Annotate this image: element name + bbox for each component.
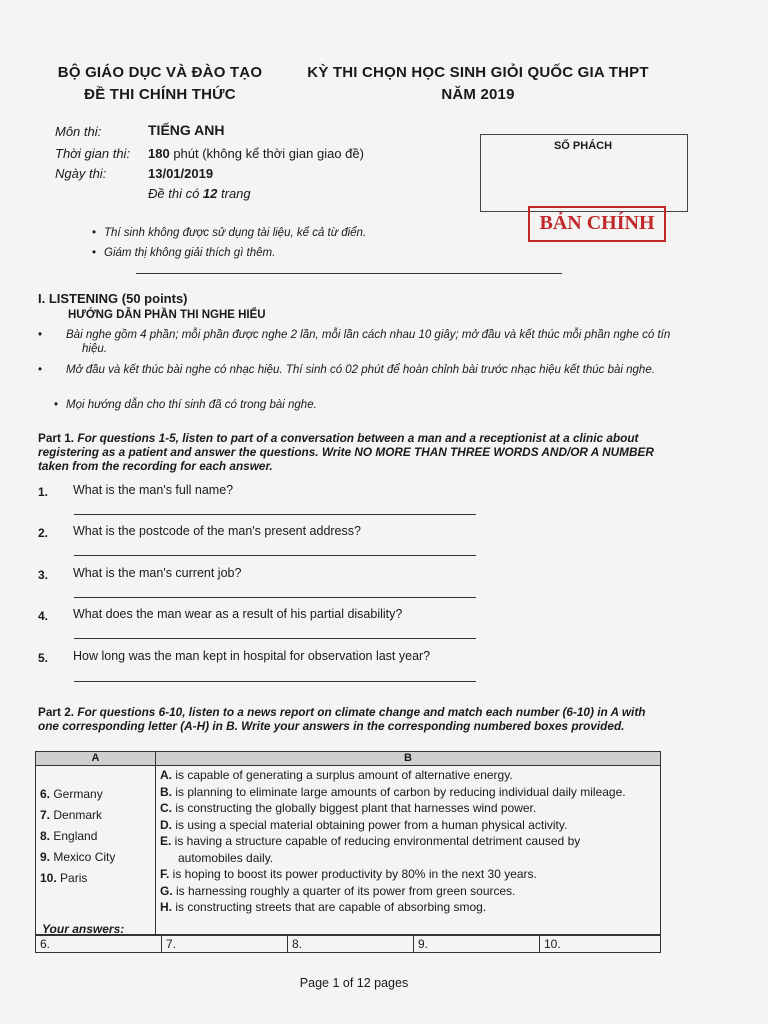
part2-label: Part 2. (38, 705, 75, 719)
question-number: 3. (38, 568, 49, 582)
page-footer: Page 1 of 12 pages (299, 976, 409, 990)
item-letter: G. (160, 883, 173, 898)
item-text: is using a special material obtaining power from a human physical activity. (172, 817, 568, 832)
item-text: is harnessing roughly a quarter of its power from green sources. (172, 883, 516, 898)
question-text: What is the man's full name? (73, 483, 234, 497)
column-a-item (40, 847, 151, 868)
column-b-item (160, 817, 656, 834)
item-letter: H. (160, 900, 172, 914)
question-text: What is the postcode of the man's present address? (73, 524, 361, 538)
column-a-item (40, 784, 151, 805)
column-b-item (160, 784, 656, 801)
rule-item: • Thí sinh không được sử dụng tài liệu, kể cả từ điển. (104, 226, 484, 240)
listening-note-text: Mọi hướng dẫn cho thí sinh đã có trong bài nghe. (66, 399, 317, 411)
page-count-post: trang (217, 186, 251, 201)
time-label: Thời gian thi: (55, 146, 131, 161)
listening-note-text: Bài nghe gồm 4 phần; mỗi phần được nghe 2 lần, mỗi lần cách nhau 10 giây; mở đầu và kết thúc mỗi phần nghe có tín hiệu. (66, 329, 671, 355)
rule-item: • Giám thị không giải thích gì thêm. (104, 246, 484, 260)
column-b-item (160, 833, 656, 850)
divider (136, 273, 562, 274)
answer-line-1[interactable] (74, 514, 476, 515)
exam-year: NĂM 2019 (441, 86, 515, 103)
listening-note (66, 398, 672, 412)
part1-label: Part 1. (38, 431, 75, 445)
part1-text: For questions 1-5, listen to part of a conversation between a man and a receptionist at a clinic about registering as a patient and answer the questions. Write NO MORE THAN THREE WORDS AND/OR A NUMBER taken from the recording for each answer. (38, 431, 654, 473)
item-number: 9. (40, 850, 51, 864)
part1-instruction (38, 431, 666, 473)
item-text: is constructing streets that are capable of absorbing smog. (172, 900, 487, 914)
question-text: What does the man wear as a result of his partial disability? (73, 607, 403, 621)
time-value (148, 146, 364, 161)
page-count-pre: Đề thi có (148, 186, 203, 201)
candidate-code-label: SỐ PHÁCH (553, 140, 613, 152)
item-letter: E. (160, 834, 172, 848)
item-number: 8. (40, 829, 51, 843)
part2-text: For questions 6-10, listen to a news report on climate change and match each number (6-10) in A with one corresponding letter (A-H) in B. Write your answers in the corresponding numbered boxes provided. (38, 705, 646, 733)
column-b-header: B (156, 752, 661, 766)
item-letter: D. (160, 817, 172, 832)
column-a-item (40, 868, 151, 889)
answer-line-2[interactable] (74, 555, 476, 556)
subject-label: Môn thi: (55, 124, 102, 139)
item-text: is planning to eliminate large amounts of carbon by reducing individual daily mileage. (172, 784, 626, 799)
item-letter: A. (160, 768, 172, 782)
page-count (148, 186, 251, 201)
answer-box-8[interactable]: 8. (288, 936, 414, 953)
date-value: 13/01/2019 (148, 166, 214, 181)
column-b-cell (156, 766, 661, 935)
item-text: automobiles daily. (178, 850, 274, 865)
answer-boxes (35, 935, 661, 953)
listening-note-text: Mở đầu và kết thúc bài nghe có nhạc hiệu. Thí sinh có 02 phút để hoàn chỉnh bài trước nhạc hiệu kết thúc bài nghe. (66, 364, 655, 376)
matching-table (35, 751, 661, 935)
column-b-item (160, 767, 656, 784)
question-number: 2. (38, 526, 49, 540)
listening-title: I. LISTENING (50 points) (38, 291, 188, 306)
item-text: Denmark (50, 808, 103, 822)
item-number: 7. (40, 808, 51, 822)
column-a-header: A (36, 752, 156, 766)
question-number: 1. (38, 485, 49, 499)
item-text: Germany (50, 787, 103, 801)
time-note: phút (không kể thời gian giao đề) (169, 146, 364, 161)
your-answers-label: Your answers: (42, 922, 125, 936)
listening-note (66, 363, 672, 377)
listening-note (66, 328, 672, 356)
question-text: How long was the man kept in hospital for observation last year? (73, 649, 431, 663)
answer-box-9[interactable]: 9. (414, 936, 540, 953)
answer-box-6[interactable]: 6. (36, 936, 162, 953)
answer-box-7[interactable]: 7. (162, 936, 288, 953)
time-minutes: 180 (148, 146, 170, 161)
column-a-cell (36, 766, 156, 935)
item-text: is hoping to boost its power productivity by 80% in the next 30 years. (169, 867, 537, 881)
part2-instruction (38, 705, 666, 733)
answer-line-5[interactable] (74, 681, 476, 682)
answer-box-10[interactable]: 10. (540, 936, 661, 953)
item-text: is constructing the globally biggest plant that harnesses wind power. (172, 801, 537, 815)
item-letter: C. (160, 801, 172, 815)
column-a-item (40, 826, 151, 847)
column-b-item (160, 800, 656, 817)
item-text: Paris (56, 871, 88, 885)
column-b-item (160, 866, 656, 883)
column-b-item-continued (160, 850, 656, 867)
item-number: 10. (40, 871, 57, 885)
ministry-title: BỘ GIÁO DỤC VÀ ĐÀO TẠO (57, 64, 263, 81)
question-number: 4. (38, 609, 49, 623)
question-number: 5. (38, 651, 49, 665)
exam-title: KỲ THI CHỌN HỌC SINH GIỎI QUỐC GIA THPT (307, 64, 649, 81)
item-text: Mexico City (50, 850, 116, 864)
column-b-item (160, 883, 656, 900)
item-number: 6. (40, 787, 51, 801)
answer-line-4[interactable] (74, 638, 476, 639)
page-count-num: 12 (202, 186, 218, 201)
listening-instructions-heading: HƯỚNG DẪN PHẦN THI NGHE HIỂU (68, 309, 266, 321)
question-text: What is the man's current job? (73, 566, 242, 580)
item-text: is having a structure capable of reducing environmental detriment caused by (171, 834, 581, 848)
original-copy-stamp: BẢN CHÍNH (528, 206, 666, 242)
column-b-item (160, 899, 656, 916)
item-letter: F. (160, 867, 170, 881)
official-exam-label: ĐỀ THI CHÍNH THỨC (84, 86, 236, 103)
item-text: England (50, 829, 98, 843)
subject-value: TIẾNG ANH (148, 122, 225, 138)
item-text: is capable of generating a surplus amount of alternative energy. (172, 768, 513, 782)
answer-line-3[interactable] (74, 597, 476, 598)
date-label: Ngày thi: (55, 166, 107, 181)
item-letter: B. (160, 784, 172, 799)
column-a-item (40, 805, 151, 826)
